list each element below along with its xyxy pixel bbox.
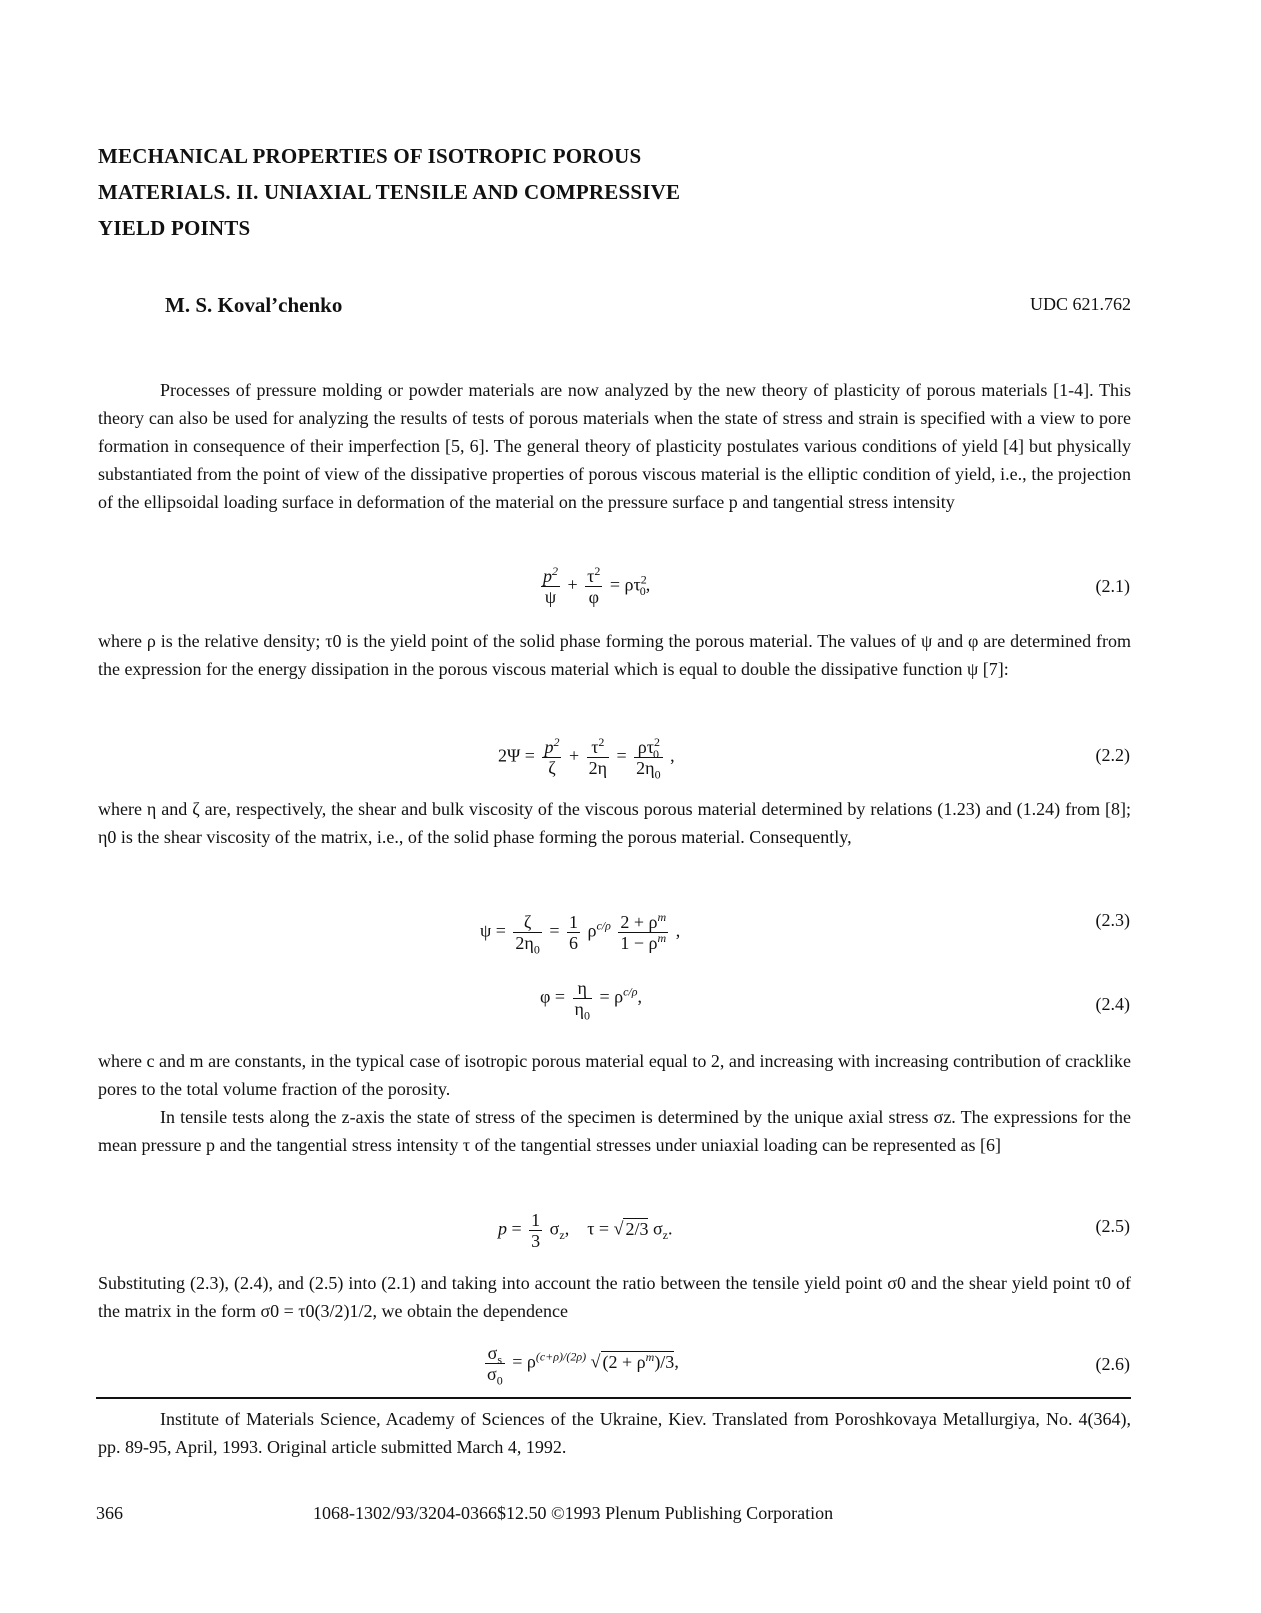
equation-number-2-1: (2.1) xyxy=(1095,576,1130,596)
equation-2-5: p = $\frac{1}{3}$ $\sigma_z$, τ = √ 2/3 $\sigma_z$. xyxy=(498,1210,673,1251)
paragraph-intro: Processes of pressure molding or powder materials are now analyzed by the new theory of plasticity of porous materials [1-4]. This theory can also be used for analyzing the results of tests of porous materials when the state of stress and strain is specified with a view to pore formation in consequence of their imperfection [5, 6]. The general theory of plasticity postulates various conditions of yield [4] but physically substantiated from the point of view of the dissipative properties of porous viscous material is the elliptic condition of yield, i.e., the projection of the ellipsoidal loading surface in deformation of the material on the pressure surface p and tangential stress intensity xyxy=(98,380,1131,512)
equation-number-2-6: (2.6) xyxy=(1095,1354,1130,1374)
title-line-1: MECHANICAL PROPERTIES OF ISOTROPIC POROUS xyxy=(98,144,642,168)
udc-code: UDC 621.762 xyxy=(1029,294,1131,314)
equation-2-6: $\frac{\sigma_s}{\sigma_0}$ = $\rho^{(c+\rho)/(2\rho)}$ √ $(2 + \rho^m)/3$, xyxy=(487,1343,679,1388)
title-line-2: MATERIALS. II. UNIAXIAL TENSILE AND COMPRESSIVE xyxy=(98,180,681,204)
author-name: M. S. Koval’chenko xyxy=(165,293,343,317)
copyright-line: 1068-1302/93/3204-0366$12.50 ©1993 Plenum Publishing Corporation xyxy=(313,1503,834,1523)
equation-number-2-3: (2.3) xyxy=(1095,910,1130,930)
paragraph-viscosity: where η and ζ are, respectively, the shear and bulk viscosity of the viscous porous material determined by relations (1.23) and (1.24) from [8]; η0 is the shear viscosity of the matrix, i.e., of the solid phase forming the porous material. Consequently, xyxy=(98,799,1131,847)
equation-number-2-5: (2.5) xyxy=(1095,1216,1130,1236)
paragraph-substituting: Substituting (2.3), (2.4), and (2.5) into (2.1) and taking into account the ratio between the tensile yield point σ0 and the shear yield point τ0 of the matrix in the form σ0 = τ0(3/2)1/2, we obtain the dependence xyxy=(98,1273,1131,1321)
footnote-divider xyxy=(96,1397,1131,1399)
page-number: 366 xyxy=(96,1503,123,1523)
equation-2-3: ψ = $\frac{\zeta}{2\eta_0}$ = $\frac{1}{6}$ $\rho^{c/\rho}$ $\frac{2 + \rho^m}{1 - \rho^m}$ , xyxy=(480,910,681,957)
title-line-3: YIELD POINTS xyxy=(98,216,251,240)
paragraph-constants: where c and m are constants, in the typical case of isotropic porous material equal to 2, and increasing with increasing contribution of cracklike pores to the total volume fraction of the porosity. xyxy=(98,1051,1131,1099)
equation-2-4: φ = $\frac{\eta}{\eta_0}$ = $\rho^{c/\rho}$, xyxy=(540,978,643,1023)
paragraph-tensile-tests: In tensile tests along the z-axis the state of stress of the specimen is determined by the unique axial stress σz. The expressions for the mean pressure p and the tangential stress intensity τ of the tangential stresses under uniaxial loading can be represented as [6] xyxy=(98,1107,1131,1155)
equation-2-2: 2Ψ = $\frac{p^2}{\zeta}$ + $\frac{\tau^2}{2\eta}$ = $\frac{\rho\tau^2_0}{2\eta_0}$ , xyxy=(498,735,675,782)
footnote-affiliation: Institute of Materials Science, Academy of Sciences of the Ukraine, Kiev. Translated from Poroshkovaya Metallurgiya, No. 4(364), pp. 89-95, April, 1993. Original article submitted March 4, 1992. xyxy=(98,1409,1131,1457)
equation-2-1: $\frac{p^2}{\psi}$ + $\frac{\tau^2}{\varphi}$ = $\rho\tau^2_0$, xyxy=(543,564,651,607)
paragraph-density: where ρ is the relative density; τ0 is the yield point of the solid phase forming the porous material. The values of ψ and φ are determined from the expression for the energy dissipation in the porous viscous material which is equal to double the dissipative function ψ [7]: xyxy=(98,631,1131,679)
article-title xyxy=(98,138,858,246)
equation-number-2-2: (2.2) xyxy=(1095,745,1130,765)
equation-number-2-4: (2.4) xyxy=(1095,994,1130,1014)
